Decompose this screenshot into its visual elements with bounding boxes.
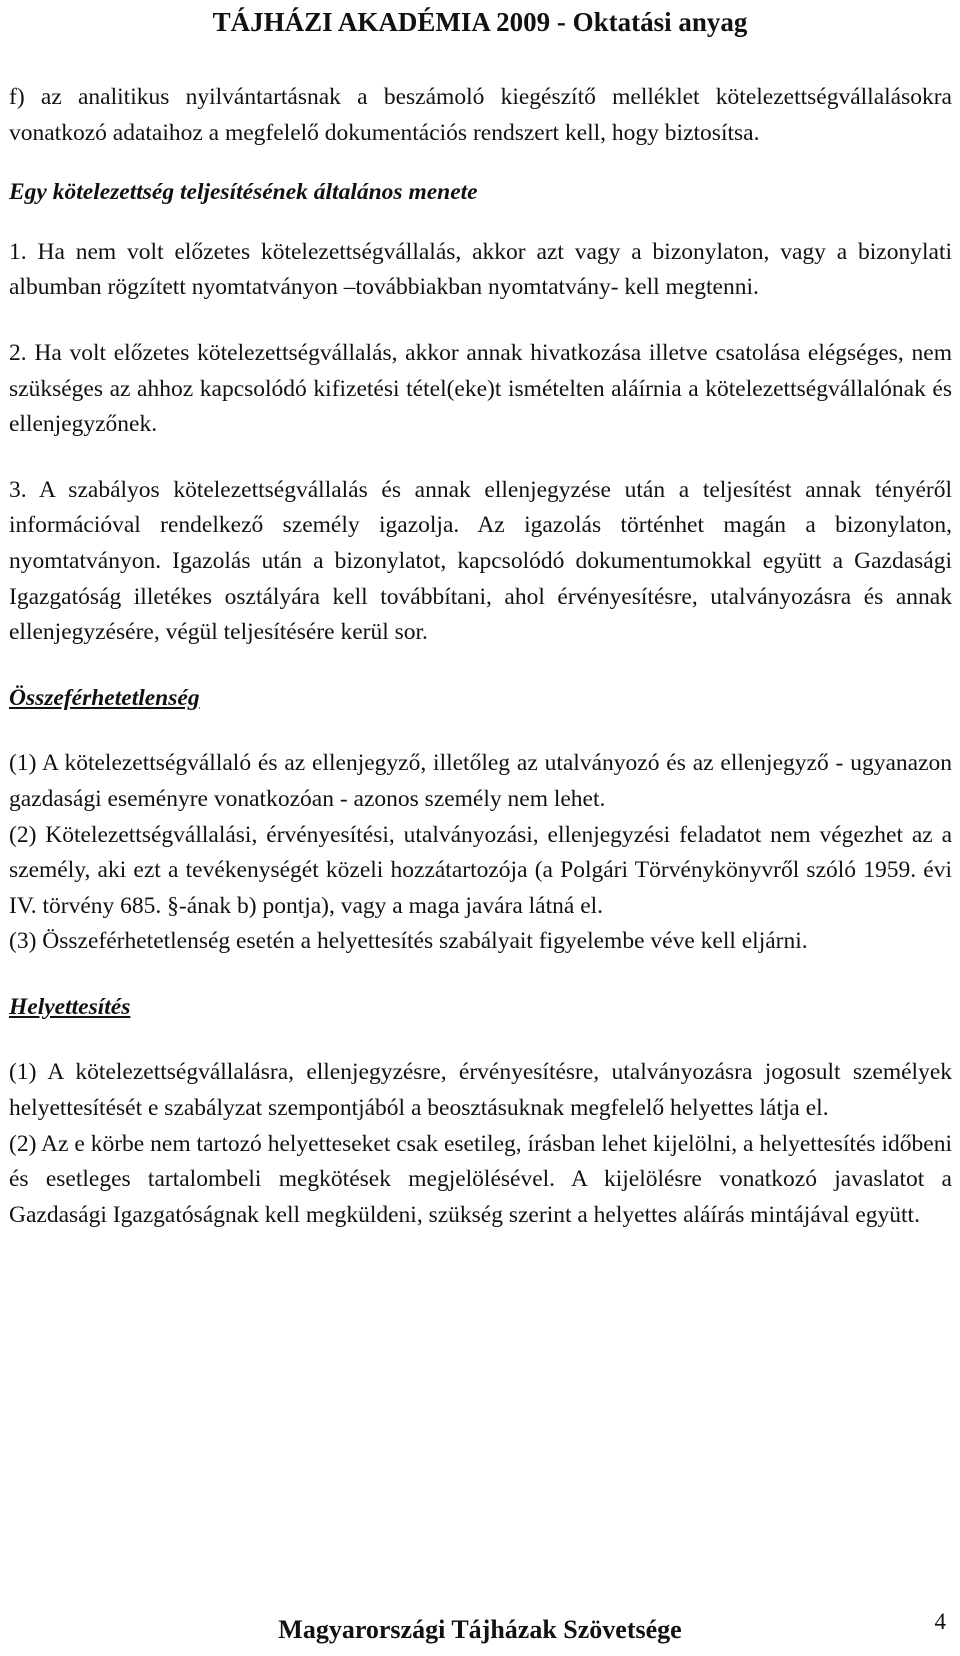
conflict-paragraph-2: (2) Kötelezettségvállalási, érvényesítési, utalványozási, ellenjegyzési feladatot nem végezhet az a személy, aki ezt a tevékenységét közeli hozzátartozója (a Polgári Törvénykönyvről szóló 1959. évi IV. törvény 685. §-ának b) pontja), vagy a maga javára látná el. xyxy=(9,821,952,919)
heading-general-process: Egy kötelezettség teljesítésének általános menete xyxy=(9,179,478,206)
document-body xyxy=(9,80,952,1233)
page-number: 4 xyxy=(934,1609,946,1634)
conflict-paragraph-3: (3) Összeférhetetlenség esetén a helyettesítés szabályait figyelembe véve kell eljárni. xyxy=(9,928,808,955)
step-2-paragraph: 2. Ha volt előzetes kötelezettségvállalás, akkor annak hivatkozása illetve csatolása elégséges, nem szükséges az ahhoz kapcsolódó kifizetési tétel(eke)t ismételten aláírnia a kötelezettségvállalónak és ellenjegyzőnek. xyxy=(9,339,952,438)
heading-conflict-of-interest: Összeférhetetlenség xyxy=(9,684,200,711)
substitution-paragraph-1: (1) A kötelezettségvállalásra, ellenjegyzésre, érvényesítésre, utalványozásra jogosult személyek helyettesítését e szabályzat szempontjából a beosztásuknak megfelelő helyettes látja el. xyxy=(9,1059,952,1122)
page-footer-organization: Magyarországi Tájházak Szövetsége xyxy=(278,1615,682,1644)
step-1-paragraph: 1. Ha nem volt előzetes kötelezettségvállalás, akkor azt vagy a bizonylaton, vagy a bizonylati albumban rögzített nyomtatványon –továbbiakban nyomtatvány- kell megtenni. xyxy=(9,238,952,301)
paragraph-f: f) az analitikus nyilvántartásnak a beszámoló kiegészítő melléklet kötelezettségvállalásokra vonatkozó adataihoz a megfelelő dokumentációs rendszert kell, hogy biztosítsa. xyxy=(9,84,952,146)
page-header: TÁJHÁZI AKADÉMIA 2009 - Oktatási anyag xyxy=(212,7,748,37)
substitution-paragraph-2: (2) Az e körbe nem tartozó helyetteseket csak esetileg, írásban lehet kijelölni, a helyettesítés időbeni és esetleges tartalombeli megkötések megjelölésével. A kijelölésre vonatkozó javaslatot a Gazdasági Igazgatóságnak kell megküldeni, szükség szerint a helyettes aláírás mintájával együtt. xyxy=(9,1130,952,1228)
heading-substitution: Helyettesítés xyxy=(9,993,131,1020)
step-3-paragraph: 3. A szabályos kötelezettségvállalás és annak ellenjegyzése után a teljesítést annak tényéről információval rendelkező személy igazolja. Az igazolás történhet magán a bizonylaton, nyomtatványon. Igazolás után a bizonylatot, kapcsolódó dokumentumokkal együtt a Gazdasági Igazgatóság illetékes osztályára kell továbbítani, ahol érvényesítésre, utalványozásra és annak ellenjegyzésére, végül teljesítésére kerül sor. xyxy=(9,476,952,646)
conflict-paragraph-1: (1) A kötelezettségvállaló és az ellenjegyző, illetőleg az utalványozó és az ellenjegyző - ugyanazon gazdasági eseményre vonatkozóan - azonos személy nem lehet. xyxy=(9,750,952,812)
